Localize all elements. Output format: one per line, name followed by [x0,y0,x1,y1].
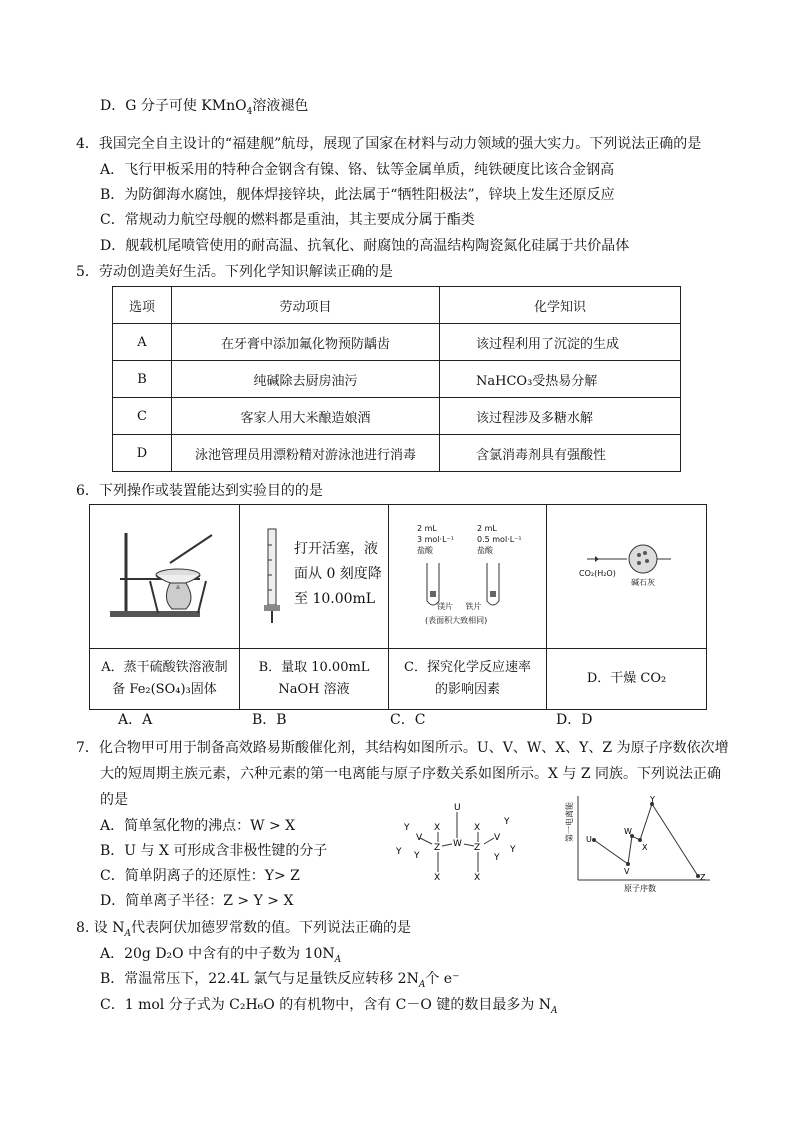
svg-text:Y: Y [650,795,655,804]
q4-option-a: A．飞行甲板采用的特种合金钢含有镍、铬、钛等金属单质，纯铁硬度比该合金钢高 [100,162,615,178]
metal1-label: 镁片 [437,602,453,611]
q8-option-b: B．常温常压下，22.4L 氯气与足量铁反应转移 $2N_A$个 e⁻ [100,971,460,990]
q4-option-c: C．常规动力航空母舰的燃料都是重油，其主要成分属于酯类 [100,212,475,228]
svg-text:Y: Y [414,851,420,861]
compound-structure-diagram [394,800,524,890]
svg-text:X: X [474,823,481,833]
q7-option-d: D．简单离子半径：Z > Y > X [100,893,294,909]
tube2-volume: 2 mL [477,524,497,533]
svg-text:Z: Z [474,843,481,853]
tube1-volume: 2 mL [417,524,437,533]
svg-text:Y: Y [494,853,500,863]
svg-text:U: U [586,835,592,844]
cell: 该过程涉及多糖水解 [440,398,681,435]
burette-text-2: 面从 0 刻度降 [294,566,382,582]
cell: NaHCO₃受热易分解 [440,361,681,398]
caption-c [389,649,547,710]
svg-text:W: W [624,827,632,836]
cell: 泳池管理员用漂粉精对游泳池进行消毒 [172,435,440,472]
svg-text:Y: Y [510,845,516,855]
q4-stem: 4．我国完全自主设计的“福建舰”航母，展现了国家在材料与动力领域的强大实力。下列说法正确的是 [76,136,702,152]
header-knowledge: 化学知识 [440,287,681,324]
q6-answer-a: A．A [118,712,153,728]
cell: A [113,324,172,361]
svg-text:V: V [494,833,501,843]
svg-text:U: U [454,803,461,813]
q6-answer-c: C．C [390,712,426,728]
table-row [113,324,681,361]
q7-option-c: C．简单阴离子的还原性：Y> Z [100,868,300,884]
svg-text:X: X [642,843,648,852]
caption-b [240,649,389,710]
tube1-concentration: 3 mol·L⁻¹ [417,535,454,544]
evaporation-apparatus-cell [90,505,240,649]
caption-d-1: D．干燥 CO₂ [586,671,667,686]
drying-tube-icon [547,505,711,644]
caption-b-2: NaOH 溶液 [278,682,350,697]
svg-text:Z: Z [700,873,706,882]
q6-stem: 6．下列操作或装置能达到实验目的的是 [76,483,323,499]
tube1-acid: 盐酸 [417,546,433,555]
header-labor: 劳动项目 [172,287,440,324]
cell: D [113,435,172,472]
test-tubes-cell [389,505,547,649]
q7-stem-2: 大的短周期主族元素，六种元素的第一电离能与原子序数关系如图所示。X 与 Z 同族。下列说法正确 [100,766,722,782]
cell: B [113,361,172,398]
q8-stem: 8. 设 $N_A$代表阿伏加德罗常数的值。下列说法正确的是 [76,920,412,939]
cell: 该过程利用了沉淀的生成 [440,324,681,361]
table-row [113,398,681,435]
q6-table [89,504,707,710]
svg-text:V: V [624,867,630,876]
q4-option-d: D．舰载机尾喷管使用的耐高温、抗氧化、耐腐蚀的高温结构陶瓷氮化硅属于共价晶体 [100,238,630,254]
q4-option-b: B．为防御海水腐蚀，舰体焊接锌块，此法属于“牺牲阳极法”，锌块上发生还原反应 [100,187,615,203]
q6-answer-d: D．D [556,712,593,728]
soda-lime-label: 碱石灰 [631,578,655,587]
surface-note: (表面积大致相同) [425,616,488,625]
svg-text:Y: Y [504,817,510,827]
q7-option-b: B．U 与 X 可形成含非极性键的分子 [100,843,328,859]
q7-stem-3: 的是 [100,792,128,808]
caption-a [90,649,240,710]
svg-text:X: X [434,873,441,883]
header-option: 选项 [113,287,172,324]
table-row [113,361,681,398]
svg-text:X: X [474,873,481,883]
cell: 含氯消毒剂具有强酸性 [440,435,681,472]
cell: 客家人用大米酿造娘酒 [172,398,440,435]
cell: C [113,398,172,435]
q3-option-d: D．G 分子可使 KMnO$_4$溶液褪色 [100,98,309,117]
caption-a-1: A．蒸干硫酸铁溶液制 [101,660,228,675]
svg-text:Z: Z [434,843,441,853]
chart-x-label: 原子序数 [624,884,656,892]
cell: 在牙膏中添加氟化物预防龋齿 [172,324,440,361]
q8-option-a: A．20g D₂O 中含有的中子数为 $10N_A$ [100,946,342,965]
ionization-energy-chart [564,792,714,892]
caption-a-2: 备 Fe₂(SO₄)₃固体 [112,682,217,697]
svg-text:Y: Y [404,823,410,833]
burette-text-1: 打开活塞，液 [294,541,378,557]
caption-d [547,649,707,710]
chart-y-label: 第一电离能 [565,802,574,842]
evaporation-apparatus-icon [90,505,239,644]
q8-option-c: C．1 mol 分子式为 C₂H₆O 的有机物中，含有 C－O 键的数目最多为 $N_A$ [100,997,558,1016]
tube2-acid: 盐酸 [477,546,493,555]
caption-c-2: 的影响因素 [434,682,500,697]
table-row [113,435,681,472]
svg-text:Y: Y [396,847,402,857]
burette-cell [240,505,389,649]
q5-stem: 5．劳动创造美好生活。下列化学知识解读正确的是 [76,264,393,280]
drying-tube-cell [547,505,707,649]
cell: 纯碱除去厨房油污 [172,361,440,398]
svg-text:W: W [453,839,462,849]
q7-option-a: A．简单氢化物的沸点：W > X [100,818,296,834]
table-header-row [113,287,681,324]
gas-label: CO₂(H₂O) [579,569,616,578]
q5-table [112,286,681,472]
burette-text-3: 至 10.00mL [294,591,376,607]
metal2-label: 铁片 [465,602,482,611]
svg-text:V: V [416,833,423,843]
caption-b-1: B．量取 10.00mL [258,660,370,675]
q6-answer-b: B．B [252,712,287,728]
tube2-concentration: 0.5 mol·L⁻¹ [477,535,522,544]
burette-icon [252,505,292,644]
q7-stem-1: 7．化合物甲可用于制备高效路易斯酸催化剂，其结构如图所示。U、V、W、X、Y、Z 为原子序数依次增 [76,740,729,756]
svg-text:X: X [434,823,441,833]
caption-c-1: C．探究化学反应速率 [404,660,531,675]
